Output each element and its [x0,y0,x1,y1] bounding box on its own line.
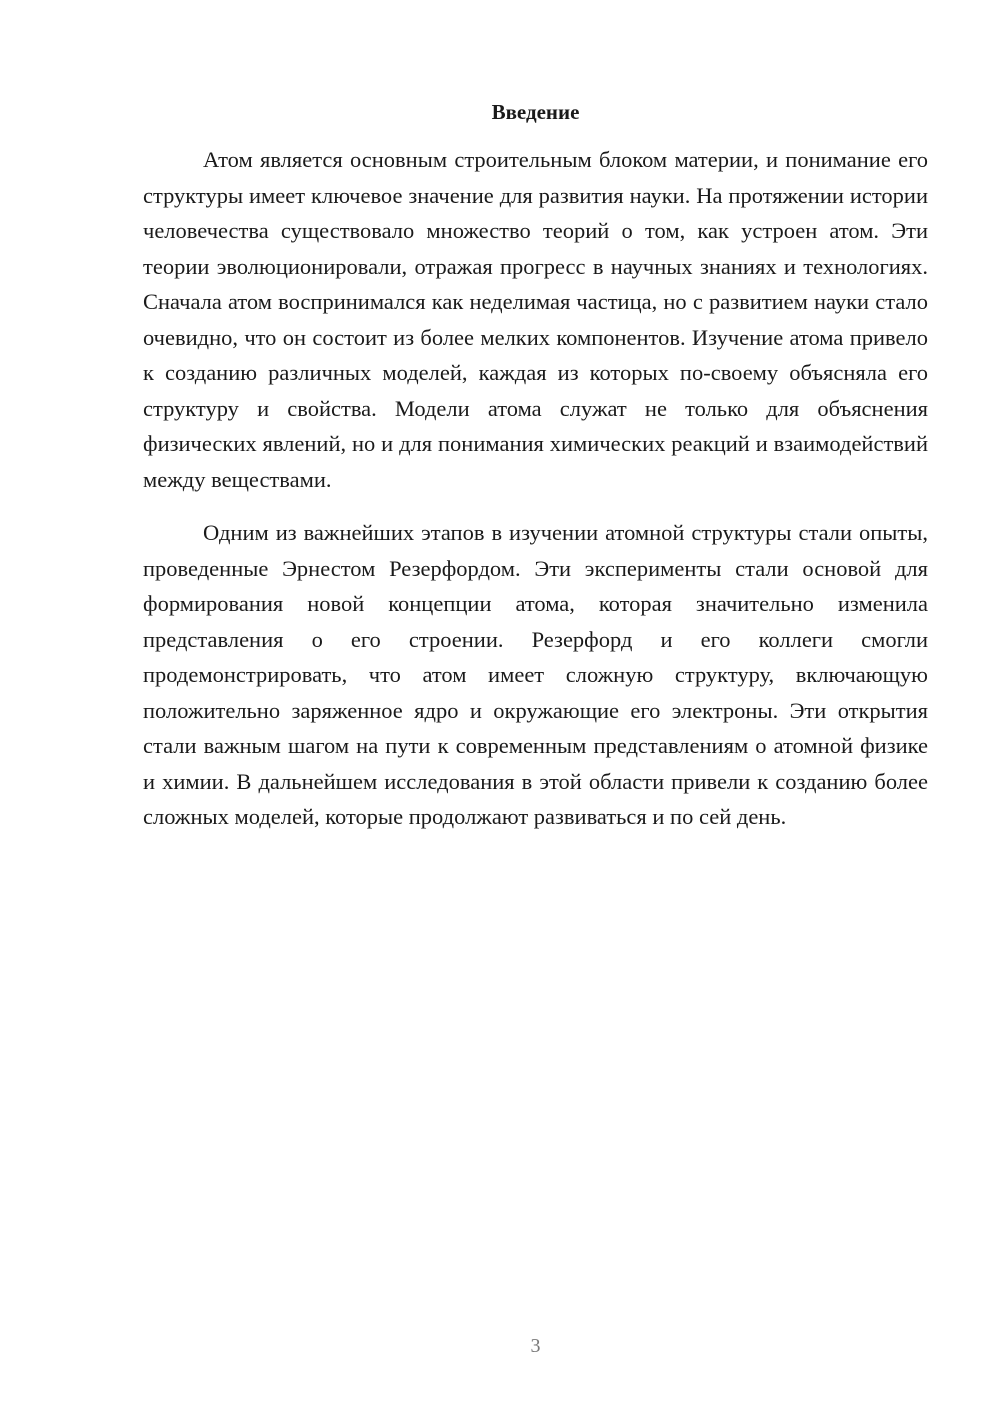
section-heading: Введение [491,100,580,124]
body-text [143,142,928,835]
page-number: 3 [530,1335,541,1357]
paragraph-1: Атом является основным строительным блоком материи, и понимание его структуры имеет ключевое значение для развития науки. На протяжении истории человечества существовало множество теорий о том, как устроен атом. Эти теории эволюционировали, отражая прогресс в научных знаниях и технологиях. Сначала атом воспринимался как неделимая частица, но с развитием науки стало очевидно, что он состоит из более мелких компонентов. Изучение атома привело к созданию различных моделей, каждая из которых по-своему объясняла его структуру и свойства. Модели атома служат не только для объяснения физических явлений, но и для понимания химических реакций и взаимодействий между веществами. [143,147,928,492]
paragraph-2: Одним из важнейших этапов в изучении атомной структуры стали опыты, проведенные Эрнестом Резерфордом. Эти эксперименты стали основой для формирования новой концепции атома, которая значительно изменила представления о его строении. Резерфорд и его коллеги смогли продемонстрировать, что атом имеет сложную структуру, включающую положительно заряженное ядро и окружающие его электроны. Эти открытия стали важным шагом на пути к современным представлениям о атомной физике и химии. В дальнейшем исследования в этой области привели к созданию более сложных моделей, которые продолжают развиваться и по сей день. [143,520,928,829]
